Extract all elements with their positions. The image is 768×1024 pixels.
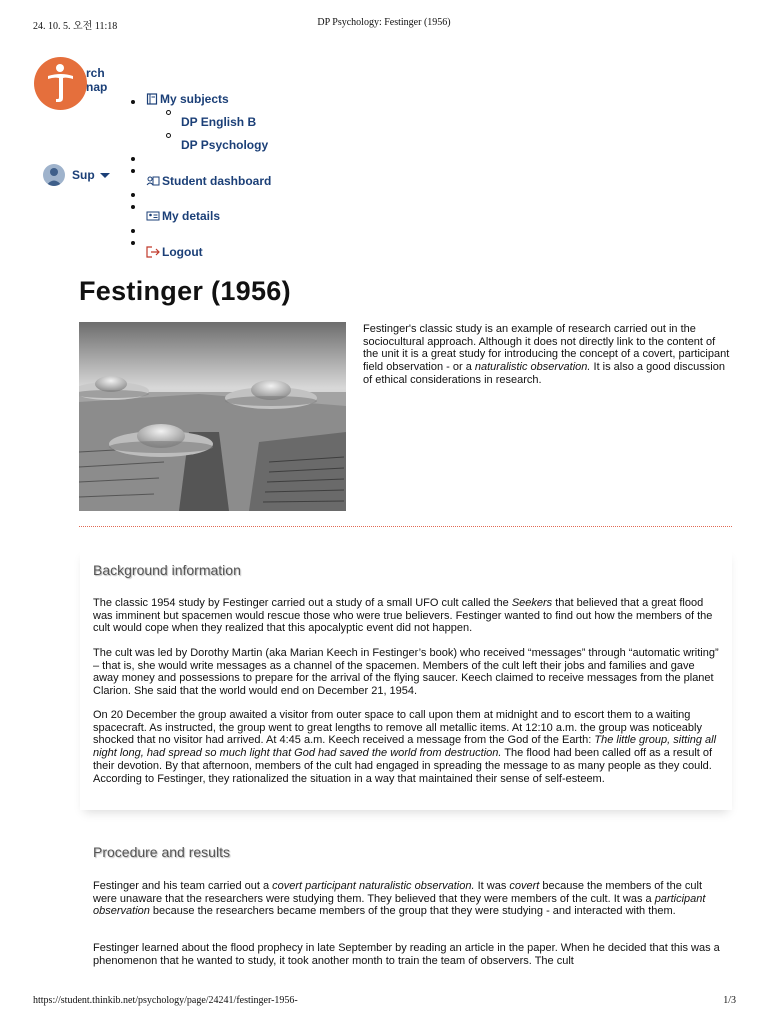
id-card-icon	[146, 210, 160, 222]
intro-text: Festinger's classic study is an example of research carried out in the sociocultural approach. Although it does not directly link to the content of the unit it is a great study for introducing the concept of a covert, participant field observation - or a	[363, 323, 730, 374]
text: because the researchers became members of the group that they were studying - and interacted with them.	[149, 905, 676, 918]
procedure-paragraph: Festinger learned about the flood prophecy in late September by reading an article in the paper. When he decided that this was a phenomenon that he wanted to study, it took another month to train the team of observers. The cult	[93, 942, 720, 967]
text: that believed that a great flood was imminent but spacemen would rescue those who were true believers. Festinger wanted to find out how the members of the cult would cope when they realized that this apocalyptic event did not happen.	[93, 597, 713, 635]
thinkib-logo[interactable]	[34, 57, 87, 110]
nav-subject-dp-english-b[interactable]: DP English B	[181, 115, 257, 129]
text: Festinger and his team carried out a	[93, 880, 273, 892]
nav-logout[interactable]	[146, 245, 203, 259]
list-bullet	[131, 241, 135, 245]
list-bullet	[131, 157, 135, 161]
nav-my-subjects-label: My subjects	[160, 92, 229, 106]
print-page-number: 1/3	[723, 995, 736, 1006]
page-title: Festinger (1956)	[79, 276, 291, 306]
list-bullet	[131, 205, 135, 209]
nav-student-dashboard[interactable]	[146, 174, 271, 188]
print-title: DP Psychology: Festinger (1956)	[317, 17, 451, 28]
print-datetime: 24. 10. 5. 오전 11:18	[33, 21, 118, 32]
intro-text-end: It is also a good discussion of ethical considerations in research.	[363, 361, 725, 386]
background-paragraph	[93, 597, 721, 635]
text: because the members of the cult were unaware that the researchers were studying them. They believed that they were members of the cult. It was a	[93, 880, 703, 905]
text: The classic 1954 study by Festinger carried out a study of a small UFO cult called the	[93, 597, 512, 609]
chevron-down-icon[interactable]	[100, 173, 110, 178]
dashboard-icon	[146, 175, 160, 187]
logo-figure-icon	[34, 57, 87, 110]
logout-icon	[146, 246, 160, 258]
text-emphasis: covert	[509, 880, 540, 892]
list-circle	[166, 133, 171, 138]
nav-my-subjects[interactable]	[146, 92, 229, 106]
text-emphasis: Seekers	[511, 597, 553, 609]
procedure-results-card	[80, 830, 732, 990]
procedure-heading: Procedure and results	[93, 844, 230, 860]
background-info-card	[80, 548, 732, 810]
avatar[interactable]	[43, 164, 65, 186]
nav-subject-dp-psychology[interactable]: DP Psychology	[181, 138, 269, 152]
nav-logout-label: Logout	[162, 245, 203, 259]
text: On 20 December the group awaited a visitor from outer space to call upon them at midnight and to escort them to a waiting spacecraft. As instructed, the group went to great lengths to remove all metallic items. At 12:10 a.m. the group was noticeably shocked that no visitor had arrived. At 4:45 a.m. Keech received a message from the God of the Earth:	[93, 709, 702, 747]
nav-student-dashboard-label: Student dashboard	[162, 174, 272, 188]
section-divider	[79, 526, 732, 527]
nav-my-details-label: My details	[162, 209, 221, 223]
search-snap-link[interactable]	[86, 66, 107, 94]
list-circle	[166, 110, 171, 115]
user-menu-name[interactable]: Sup	[72, 168, 95, 182]
procedure-paragraph	[93, 880, 721, 918]
background-paragraph	[93, 709, 721, 785]
nav-my-details[interactable]	[146, 209, 220, 223]
list-bullet	[131, 193, 135, 197]
print-url: https://student.thinkib.net/psychology/page/24241/festinger-1956-	[33, 995, 298, 1006]
intro-paragraph	[363, 323, 733, 387]
text: It was	[474, 880, 510, 892]
book-icon	[146, 93, 158, 105]
list-bullet	[131, 169, 135, 173]
background-paragraph: The cult was led by Dorothy Martin (aka Marian Keech in Festinger’s book) who received “messages” through “automatic writing” – that is, she would write messages as a channel of the spacemen. Members of the cult left their jobs and families and gave away money and possessions to prepare for the arrival of the flying saucer. Keech claimed to receive messages from the planet Clarion. She said that the world would end on December 21, 1954.	[93, 647, 719, 698]
text-emphasis: The little group, sitting all night long, had spread so much light that God had saved the world from destruction.	[93, 734, 717, 760]
list-bullet	[131, 100, 135, 104]
list-bullet	[131, 229, 135, 233]
logo-text-line2: nap	[86, 80, 108, 94]
intro-emphasis: naturalistic observation.	[474, 361, 591, 374]
user-icon	[43, 164, 65, 186]
flying-saucers-image	[79, 322, 346, 511]
text-emphasis: covert participant naturalistic observation.	[272, 880, 475, 892]
text: The flood had been called off as a result of their devotion. By that afternoon, members of the cult had engaged in spreading the message to as many people as they could. According to Festinger, they rationalized the situation in a way that maintained their sense of self-esteem.	[93, 747, 713, 785]
background-heading: Background information	[93, 562, 241, 578]
text-emphasis: participant observation	[93, 892, 706, 918]
logo-text-line1: rch	[86, 66, 105, 80]
